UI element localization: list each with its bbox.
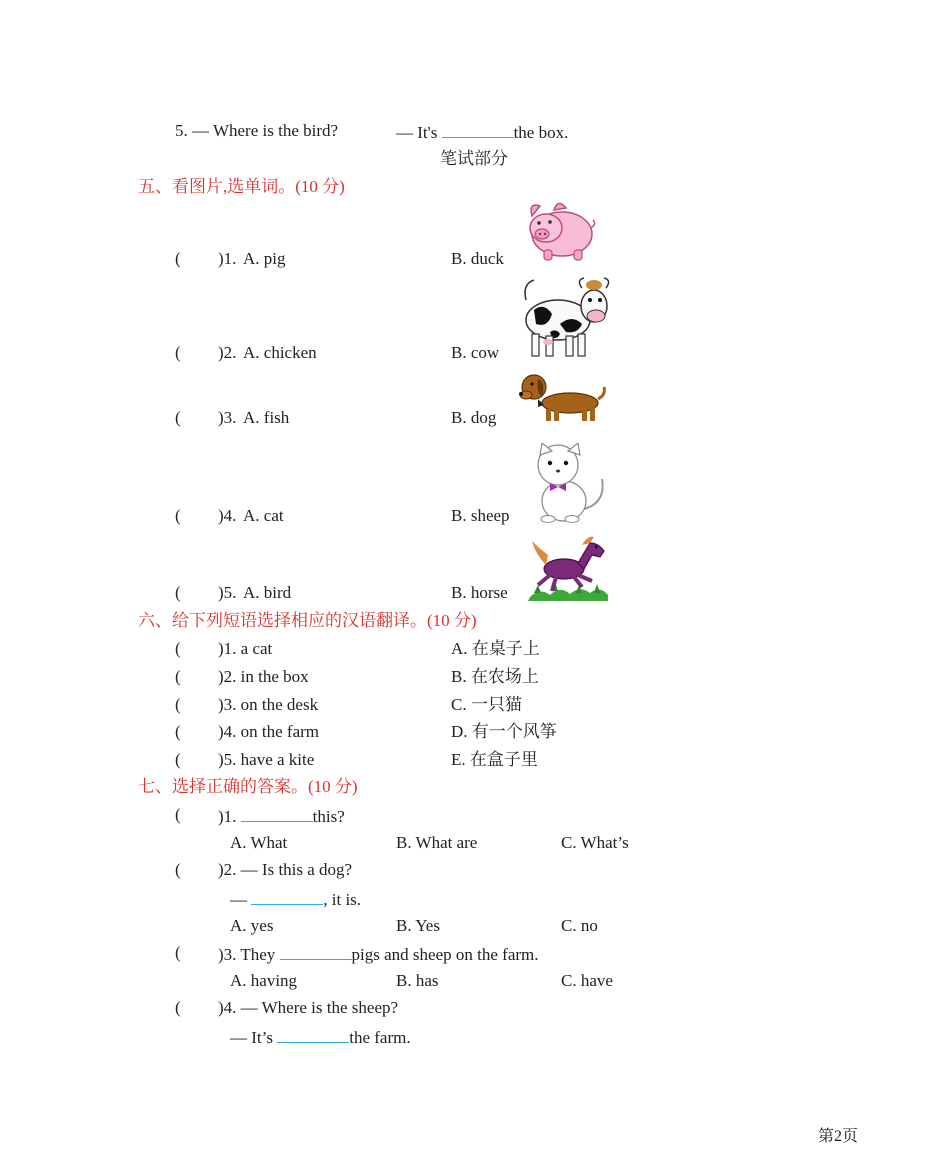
option-b: B. has [396,971,439,990]
phrase: )4. on the farm [218,722,320,741]
question-2-answer-line: — , it is. [230,890,362,909]
option-b: B. horse [451,583,508,602]
question-2: )2. — Is this a dog? [218,860,353,879]
translation: B. 在农场上 [451,667,539,686]
translation: C. 一只猫 [451,695,522,714]
cat-picture [528,443,608,525]
question-number: 5. [175,121,188,140]
listening-question-5: 5. — Where is the bird? [175,121,339,140]
page-number: 第2页 [818,1128,859,1145]
answer-paren[interactable]: ( [175,722,181,741]
translation: A. 在桌子上 [451,639,540,658]
option-a: A. yes [230,916,274,935]
section-6-heading: 六、给下列短语选择相应的汉语翻译。(10 分) [138,611,477,630]
option-b: B. cow [451,343,500,362]
option-a: A. What [230,833,288,852]
option-c: C. no [561,916,598,935]
phrase: )1. a cat [218,639,273,658]
answer-blank[interactable] [280,943,352,960]
answer-paren[interactable]: ( [175,695,181,714]
translation: E. 在盒子里 [451,750,538,769]
answer-paren[interactable]: ( [175,998,181,1017]
question-4: )4. — Where is the sheep? [218,998,399,1017]
answer-paren[interactable]: ( [175,805,181,824]
answer-paren[interactable]: ( [175,943,181,962]
listening-answer-5: — It's the box. [396,123,569,142]
option-c: C. What’s [561,833,629,852]
answer-blank[interactable] [442,121,514,138]
question-text: Where is the bird? [212,121,339,140]
section-7-heading: 七、选择正确的答案。(10 分) [138,777,358,796]
phrase: )2. in the box [218,667,309,686]
question-1: )1. this? [218,807,345,826]
option-a: A. fish [243,408,290,427]
answer-blank[interactable] [251,888,323,905]
answer-paren[interactable]: ( [175,408,181,427]
written-part-title: 笔试部分 [440,149,508,168]
answer-paren[interactable]: ( [175,249,181,268]
translation: D. 有一个风筝 [451,722,557,741]
option-a: A. having [230,971,298,990]
answer-paren[interactable]: ( [175,639,181,658]
option-b: B. duck [451,249,504,268]
horse-picture [528,533,610,601]
cow-picture [520,276,612,362]
option-a: A. pig [243,249,286,268]
answer-paren[interactable]: ( [175,860,181,879]
option-b: B. sheep [451,506,510,525]
phrase: )3. on the desk [218,695,319,714]
question-4-answer-line: — It’s the farm. [230,1028,411,1047]
option-c: C. have [561,971,613,990]
answer-paren[interactable]: ( [175,667,181,686]
answer-paren[interactable]: ( [175,506,181,525]
answer-paren[interactable]: ( [175,343,181,362]
pig-picture [524,198,596,264]
answer-blank[interactable] [277,1026,349,1043]
phrase: )5. have a kite [218,750,315,769]
dog-picture [516,373,606,427]
option-a: A. cat [243,506,284,525]
question-3: )3. They pigs and sheep on the farm. [218,945,539,964]
answer-blank[interactable] [241,805,313,822]
option-b: B. Yes [396,916,440,935]
answer-paren[interactable]: ( [175,750,181,769]
option-b: B. dog [451,408,497,427]
option-b: B. What are [396,833,478,852]
section-5-heading: 五、看图片,选单词。(10 分) [138,177,345,196]
option-a: A. bird [243,583,292,602]
option-a: A. chicken [243,343,317,362]
answer-paren[interactable]: ( [175,583,181,602]
